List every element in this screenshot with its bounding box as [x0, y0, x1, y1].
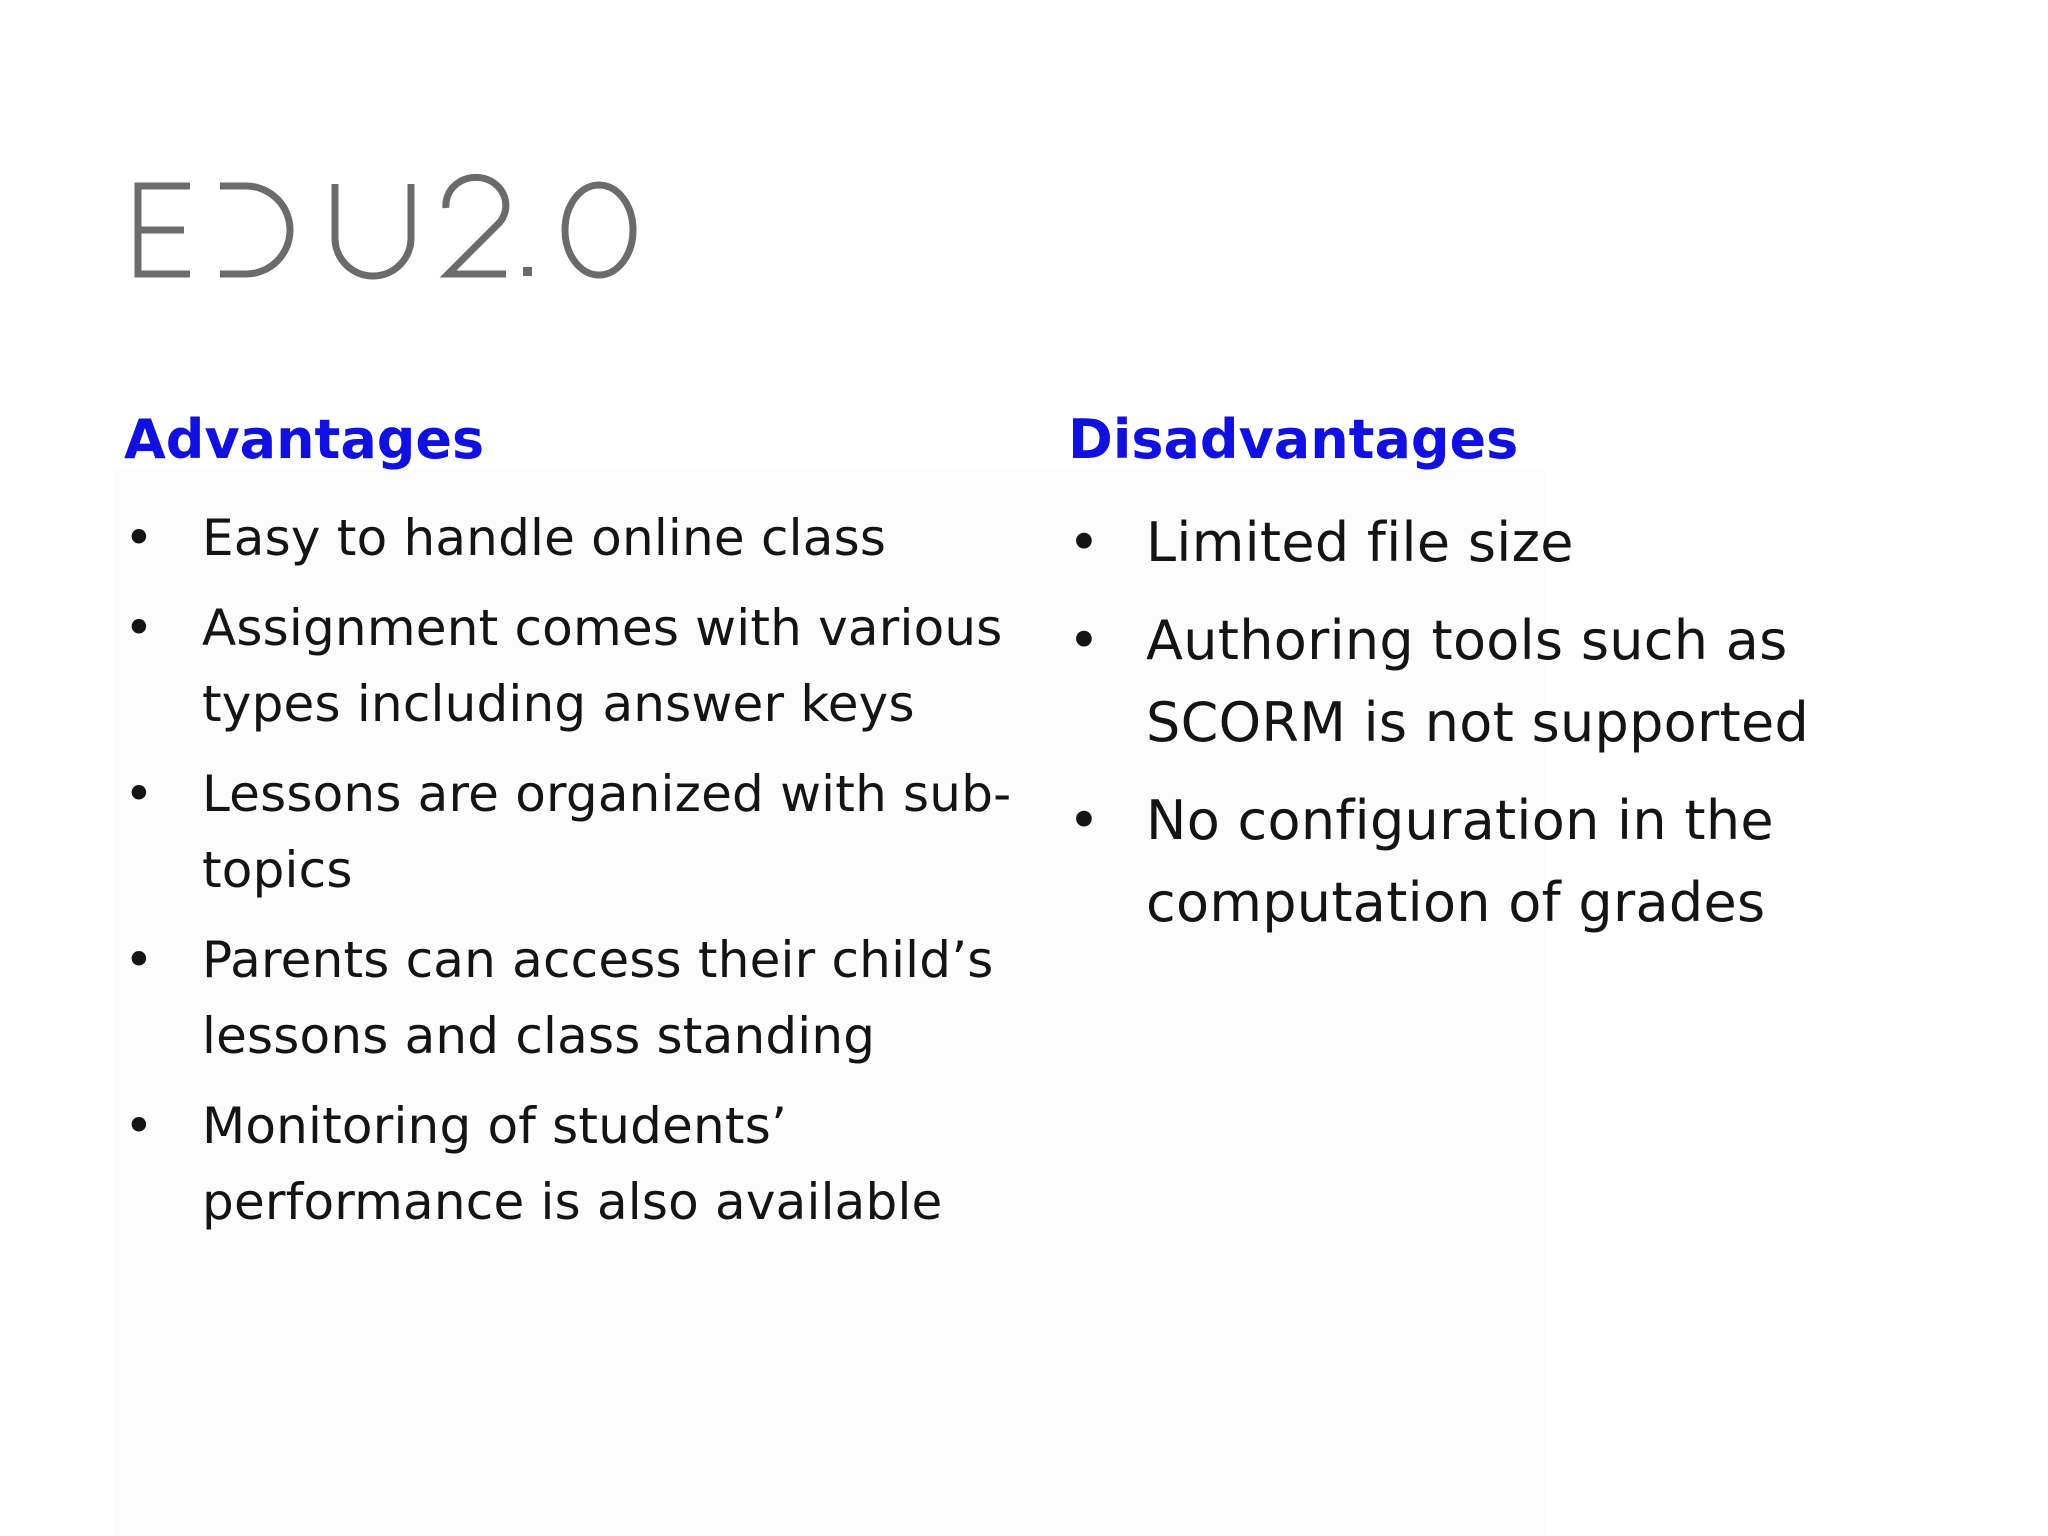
- disadvantages-list: [1068, 502, 1948, 944]
- bullet: •: [1068, 789, 1101, 852]
- list-item-text: Parents can access their child’s lessons and class standing: [202, 931, 994, 1065]
- list-item-text: Lessons are organized with sub-topics: [202, 765, 1012, 899]
- bullet: •: [124, 931, 154, 989]
- bullet: •: [1068, 511, 1101, 574]
- bullet: •: [124, 509, 154, 567]
- list-item-text: Easy to handle online class: [202, 509, 887, 567]
- bullet: •: [124, 1097, 154, 1155]
- disadvantages-column: [1068, 400, 1948, 960]
- list-item: [124, 1088, 1024, 1240]
- bullet: •: [124, 599, 154, 657]
- list-item: [1068, 600, 1948, 764]
- list-item: [124, 500, 1024, 576]
- list-item-text: Assignment comes with various types including answer keys: [202, 599, 1003, 733]
- bullet: •: [124, 765, 154, 823]
- list-item-text: No configuration in the computation of grades: [1146, 789, 1774, 934]
- list-item: [1068, 780, 1948, 944]
- list-item-text: Limited file size: [1146, 511, 1574, 574]
- advantages-list: [124, 500, 1024, 1240]
- edu20-logo-graphic: [128, 150, 648, 300]
- list-item: [124, 756, 1024, 908]
- edu20-logo: [128, 150, 648, 300]
- list-item: [124, 922, 1024, 1074]
- bullet: •: [1068, 609, 1101, 672]
- list-item-text: Authoring tools such as SCORM is not supported: [1146, 609, 1810, 754]
- list-item: [1068, 502, 1948, 584]
- list-item-text: Monitoring of students’ performance is also available: [202, 1097, 943, 1231]
- list-item: [124, 590, 1024, 742]
- disadvantages-heading: Disadvantages: [1068, 408, 1519, 471]
- advantages-heading: Advantages: [124, 408, 485, 471]
- advantages-column: [124, 400, 1024, 1254]
